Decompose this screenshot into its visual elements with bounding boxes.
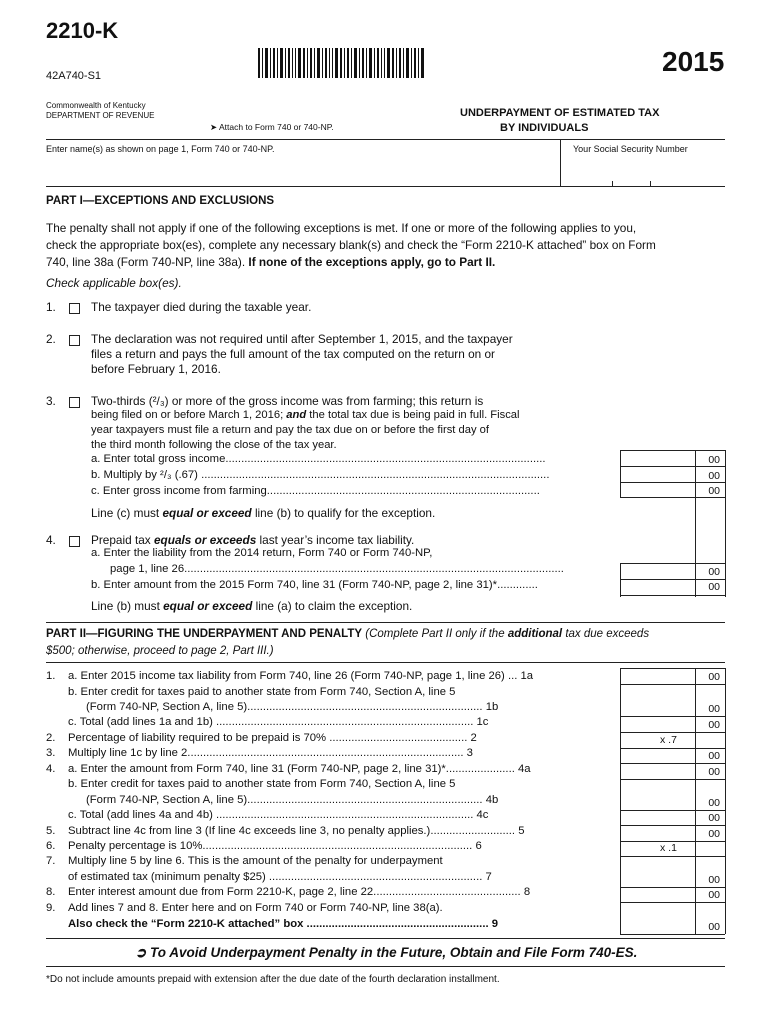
part2-top-rule	[46, 622, 725, 623]
ssn-field-label: Your Social Security Number	[573, 144, 688, 154]
item4b-text: b. Enter amount from the 2015 Form 740, line 31 (Form 740-NP, page 2, line 31)*.............	[91, 579, 538, 591]
item4-note: Line (b) must equal or exceed line (a) to claim the exception.	[91, 599, 413, 613]
part2-heading: PART II—FIGURING THE UNDERPAYMENT AND PENALTY (Complete Part II only if the additional tax due exceeds	[46, 628, 650, 640]
form-title-line1: UNDERPAYMENT OF ESTIMATED TAX	[460, 107, 660, 119]
p2-row-rule	[620, 779, 725, 780]
item3c-text: c. Enter gross income from farming.......................................................................................	[91, 485, 540, 497]
part2-line-text: c. Total (add lines 4a and 4b) .................................................................................. 4c	[68, 809, 489, 821]
ssn-field[interactable]	[562, 156, 725, 186]
footer-rule	[46, 966, 725, 967]
item4-number: 4.	[46, 533, 56, 547]
item3-number: 3.	[46, 394, 56, 408]
part2-amount-input[interactable]	[621, 887, 694, 902]
part2-line-text: b. Enter credit for taxes paid to another state from Form 740, Section A, line 5	[68, 778, 456, 790]
item4a-text-line1: a. Enter the liability from the 2014 return, Form 740 or Form 740-NP,	[91, 547, 433, 559]
item3-note: Line (c) must equal or exceed line (b) to qualify for the exception.	[91, 506, 436, 520]
p2-col-right	[725, 668, 726, 934]
part2-amount-input[interactable]	[621, 795, 694, 810]
part2-amount-input[interactable]	[621, 764, 694, 779]
part2-line-text: of estimated tax (minimum penalty $25) .................................................................... 7	[68, 871, 492, 883]
part2-line-text: Multiply line 5 by line 6. This is the amount of the penalty for underpayment	[68, 855, 443, 867]
part2-line-text: a. Enter 2015 income tax liability from Form 740, line 26 (Form 740-NP, page 1, line 26) ... 1a	[68, 670, 534, 682]
part2-line-number: 8.	[46, 886, 56, 898]
ssn-tick-1	[612, 181, 613, 186]
rate-label: x .7	[660, 734, 677, 746]
part2-amount-input[interactable]	[621, 826, 694, 841]
part2-amount-input[interactable]	[621, 748, 694, 763]
item1-number: 1.	[46, 300, 56, 314]
item3b-cents: 00	[708, 470, 720, 482]
item3-checkbox[interactable]	[69, 397, 80, 408]
form-title-line2: BY INDIVIDUALS	[500, 122, 589, 134]
form-code: 42A740-S1	[46, 70, 102, 82]
part2-line-text: Subtract line 4c from line 3 (If line 4c exceeds line 3, no penalty applies.)........................... 5	[68, 825, 525, 837]
item3b-text: b. Multiply by ²/₃ (.67) ...............................................................................................................	[91, 469, 550, 481]
part2-line-text: Multiply line 1c by line 2........................................................................................ 3	[68, 747, 473, 759]
item1-checkbox[interactable]	[69, 303, 80, 314]
item3a-cents: 00	[708, 454, 720, 466]
part2-amount-input[interactable]	[621, 919, 694, 934]
part2-line-text: (Form 740-NP, Section A, line 5)........................................................................... 1b	[86, 701, 499, 713]
item4b-input[interactable]	[621, 580, 694, 595]
name-rule	[46, 186, 725, 187]
dept-line1: Commonwealth of Kentucky	[46, 101, 146, 110]
part1-intro-line3: 740, line 38a (Form 740-NP, line 38a). If none of the exceptions apply, go to Part II.	[46, 255, 496, 269]
part2-line-text: Enter interest amount due from Form 2210-K, page 2, line 22............................................... 8	[68, 886, 531, 898]
p2-row-rule	[620, 856, 725, 857]
item3c-input[interactable]	[621, 483, 694, 497]
part2-cents: 00	[708, 719, 720, 731]
p1b-row-bottom	[620, 595, 725, 596]
p2-row-rule	[620, 902, 725, 903]
item3-text-line2: being filed on or before March 1, 2016; and the total tax due is being paid in full. Fiscal	[91, 409, 520, 421]
part2-line-text: a. Enter the amount from Form 740, line 31 (Form 740-NP, page 2, line 31)*...................... 4a	[68, 763, 531, 775]
part1-intro-line2: check the appropriate box(es), complete any necessary blank(s) and check the “Form 2210-K attached” box on Form	[46, 238, 656, 252]
part2-cents: 00	[708, 766, 720, 778]
p2-row-rule	[620, 684, 725, 685]
name-field-label: Enter name(s) as shown on page 1, Form 740 or 740-NP.	[46, 144, 275, 154]
p2-row-rule	[620, 934, 725, 935]
item3b-input[interactable]	[621, 467, 694, 482]
rate-label: x .1	[660, 842, 677, 854]
item3c-cents: 00	[708, 485, 720, 497]
item2-number: 2.	[46, 332, 56, 346]
p1-row-rule-3	[620, 497, 725, 498]
item4a-cents: 00	[708, 566, 720, 578]
part2-heading-line2: $500; otherwise, proceed to page 2, Part III.)	[46, 645, 274, 657]
dept-line2: DEPARTMENT OF REVENUE	[46, 111, 155, 120]
name-ssn-divider	[560, 139, 561, 187]
item4-checkbox[interactable]	[69, 536, 80, 547]
p1-col-right	[725, 450, 726, 597]
item4b-cents: 00	[708, 581, 720, 593]
form-number: 2210-K	[46, 18, 119, 43]
part2-line-number: 3.	[46, 747, 56, 759]
part2-heading-rule	[46, 662, 725, 663]
item1-text: The taxpayer died during the taxable year.	[91, 300, 312, 314]
part2-amount-input[interactable]	[621, 810, 694, 825]
part2-amount-input[interactable]	[621, 701, 694, 716]
call-to-action: ➲ To Avoid Underpayment Penalty in the Future, Obtain and File Form 740-ES.	[135, 945, 638, 960]
item3-text-line4: the third month following the close of the tax year.	[91, 439, 337, 451]
part2-line-text: Also check the “Form 2210-K attached” box .......................................................... 9	[68, 918, 499, 930]
item2-checkbox[interactable]	[69, 335, 80, 346]
part2-line-text: b. Enter credit for taxes paid to another state from Form 740, Section A, line 5	[68, 686, 456, 698]
part1-heading: PART I—EXCEPTIONS AND EXCLUSIONS	[46, 195, 275, 207]
part2-cents: 00	[708, 671, 720, 683]
attach-instruction: ➤ Attach to Form 740 or 740-NP.	[210, 122, 334, 132]
part2-line-number: 2.	[46, 732, 56, 744]
item3-text-line3: year taxpayers must file a return and pay the tax due on or before the first day of	[91, 424, 489, 436]
part2-bottom-rule	[46, 938, 725, 939]
item2-text-line3: before February 1, 2016.	[91, 362, 221, 376]
item4a-input[interactable]	[621, 564, 694, 579]
part2-line-text: (Form 740-NP, Section A, line 5)........................................................................... 4b	[86, 794, 499, 806]
part2-cents: 00	[708, 797, 720, 809]
part2-cents: 00	[708, 703, 720, 715]
part2-amount-input[interactable]	[621, 872, 694, 887]
check-applicable-label: Check applicable box(es).	[46, 276, 182, 290]
part2-line-number: 6.	[46, 840, 56, 852]
item3a-input[interactable]	[621, 451, 694, 466]
part2-cents: 00	[708, 750, 720, 762]
part1-intro-line1: The penalty shall not apply if one of the following exceptions is met. If one or more of the following applies to you,	[46, 221, 637, 235]
item2-text-line1: The declaration was not required until after September 1, 2015, and the taxpayer	[91, 332, 513, 346]
part2-line-number: 9.	[46, 902, 56, 914]
item3a-text: a. Enter total gross income......................................................................................................	[91, 453, 546, 465]
part2-line-text: Add lines 7 and 8. Enter here and on Form 740 or Form 740-NP, line 38(a).	[68, 902, 443, 914]
part2-cents: 00	[708, 874, 720, 886]
part2-line-number: 7.	[46, 855, 56, 867]
form-year: 2015	[662, 46, 725, 77]
item2-text-line2: files a return and pays the full amount of the tax computed on the return on or	[91, 347, 495, 361]
part2-amount-input[interactable]	[621, 669, 694, 684]
part2-cents: 00	[708, 921, 720, 933]
item4a-text-line2: page 1, line 26.........................................................................................................................	[110, 563, 564, 575]
item4-text-line1: Prepaid tax equals or exceeds last year’s income tax liability.	[91, 533, 415, 547]
part2-line-text: c. Total (add lines 1a and 1b) .................................................................................. 1c	[68, 716, 489, 728]
barcode-image	[258, 48, 426, 78]
footnote: *Do not include amounts prepaid with extension after the due date of the fourth declaration installment.	[46, 974, 500, 985]
part2-line-number: 1.	[46, 670, 56, 682]
item3-text-line1: Two-thirds (²/₃) or more of the gross income was from farming; this return is	[91, 394, 484, 408]
part2-line-number: 4.	[46, 763, 56, 775]
part2-cents: 00	[708, 889, 720, 901]
part2-line-number: 5.	[46, 825, 56, 837]
p2-row-rule	[620, 732, 725, 733]
part2-cents: 00	[708, 828, 720, 840]
part2-cents: 00	[708, 812, 720, 824]
part2-line-text: Penalty percentage is 10%...................................................................................... 6	[68, 840, 482, 852]
part2-amount-input[interactable]	[621, 717, 694, 732]
header-rule	[46, 139, 725, 140]
part2-line-text: Percentage of liability required to be prepaid is 70% ............................................ 2	[68, 732, 477, 744]
name-field[interactable]	[46, 156, 558, 186]
ssn-tick-2	[650, 181, 651, 186]
